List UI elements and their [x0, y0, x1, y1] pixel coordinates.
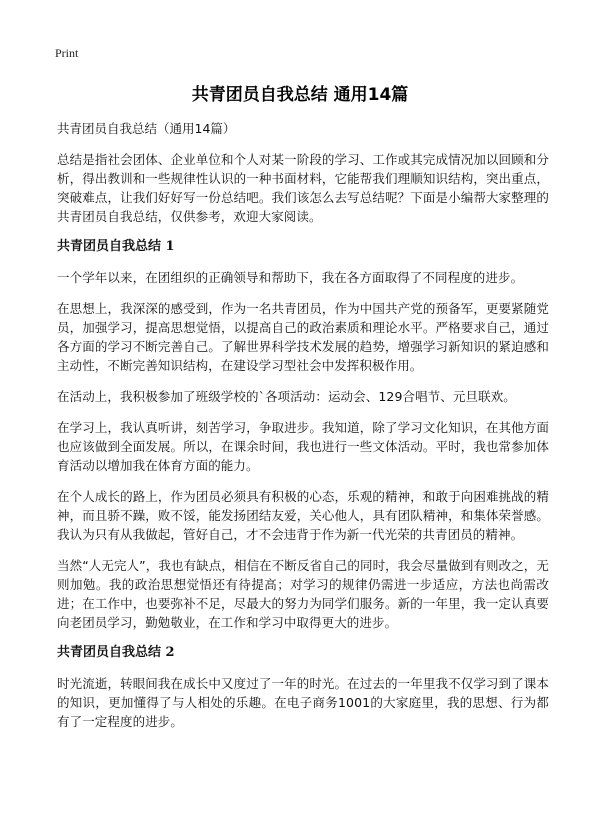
- document-subtitle: 共青团员自我总结（通用14篇）: [57, 121, 236, 136]
- section-1-paragraph: 在活动上，我积极参加了班级学校的`各项活动：运动会、129合唱节、元旦联欢。: [57, 389, 516, 404]
- intro-paragraph: 总结是指社会团体、企业单位和个人对某一阶段的学习、工作或其完成情况加以回顾和分析，得出教训和一些规律性认识的一种书面材料，它能帮我们理顺知识结构，突出重点，突破难点，让我们好好写一份总结吧。我们该怎么去写总结呢？下面是小编帮大家整理的共青团员自我总结，仅供参考，欢迎大家阅读。: [57, 152, 549, 224]
- section-heading-1: 共青团员自我总结 1: [57, 239, 175, 254]
- section-heading-2: 共青团员自我总结 2: [57, 645, 175, 660]
- section-1-paragraph: 在思想上，我深深的感受到，作为一名共青团员，作为中国共产党的预备军，更要紧随党员，加强学习，提高思想觉悟，以提高自己的政治素质和理论水平。严格要求自己，通过各方面的学习不断完善自己。了解世界科学技术发展的趋势，增强学习新知识的紧迫感和主动性，不断完善知识结构，在建设学习型社会中发挥积极作用。: [57, 301, 549, 373]
- section-1-paragraph: 在个人成长的路上，作为团员必须具有积极的心态，乐观的精神，和敢于向困难挑战的精神，而且骄不躁，败不馁，能发扬团结友爱，关心他人，具有团队精神，和集体荣誉感。我认为只有从我做起，管好自己，才不会违背于作为新一代光荣的共青团员的精神。: [57, 489, 549, 542]
- document-title: 共青团员自我总结 通用14篇: [191, 85, 409, 105]
- section-1-paragraph: 在学习上，我认真听讲，刻苦学习，争取进步。我知道，除了学习文化知识，在其他方面也应该做到全面发展。所以，在课余时间，我也进行一些文体活动。平时，我也常参加体育活动以增加我在体育方面的能力。: [57, 420, 549, 473]
- document-body: [57, 120, 549, 743]
- section-1-paragraph: 当然“人无完人”，我也有缺点，相信在不断反省自己的同时，我会尽量做到有则改之，无则加勉。我的政治思想觉悟还有待提高；对学习的规律仍需进一步适应，方法也尚需改进；在工作中，也要弥补不足，尽最大的努力为同学们服务。新的一年里，我一定认真要向老团员学习，勤勉敬业，在工作和学习中取得更大的进步。: [57, 558, 549, 630]
- section-1-paragraph: 一个学年以来，在团组织的正确领导和帮助下，我在各方面取得了不同程度的进步。: [57, 270, 524, 285]
- print-link[interactable]: Print: [55, 46, 79, 60]
- section-2-paragraph: 时光流逝，转眼间我在成长中又度过了一年的时光。在过去的一年里我不仅学习到了课本的知识，更加懂得了与人相处的乐趣。在电子商务1001的大家庭里，我的思想、行为都有了一定程度的进步。: [57, 676, 549, 729]
